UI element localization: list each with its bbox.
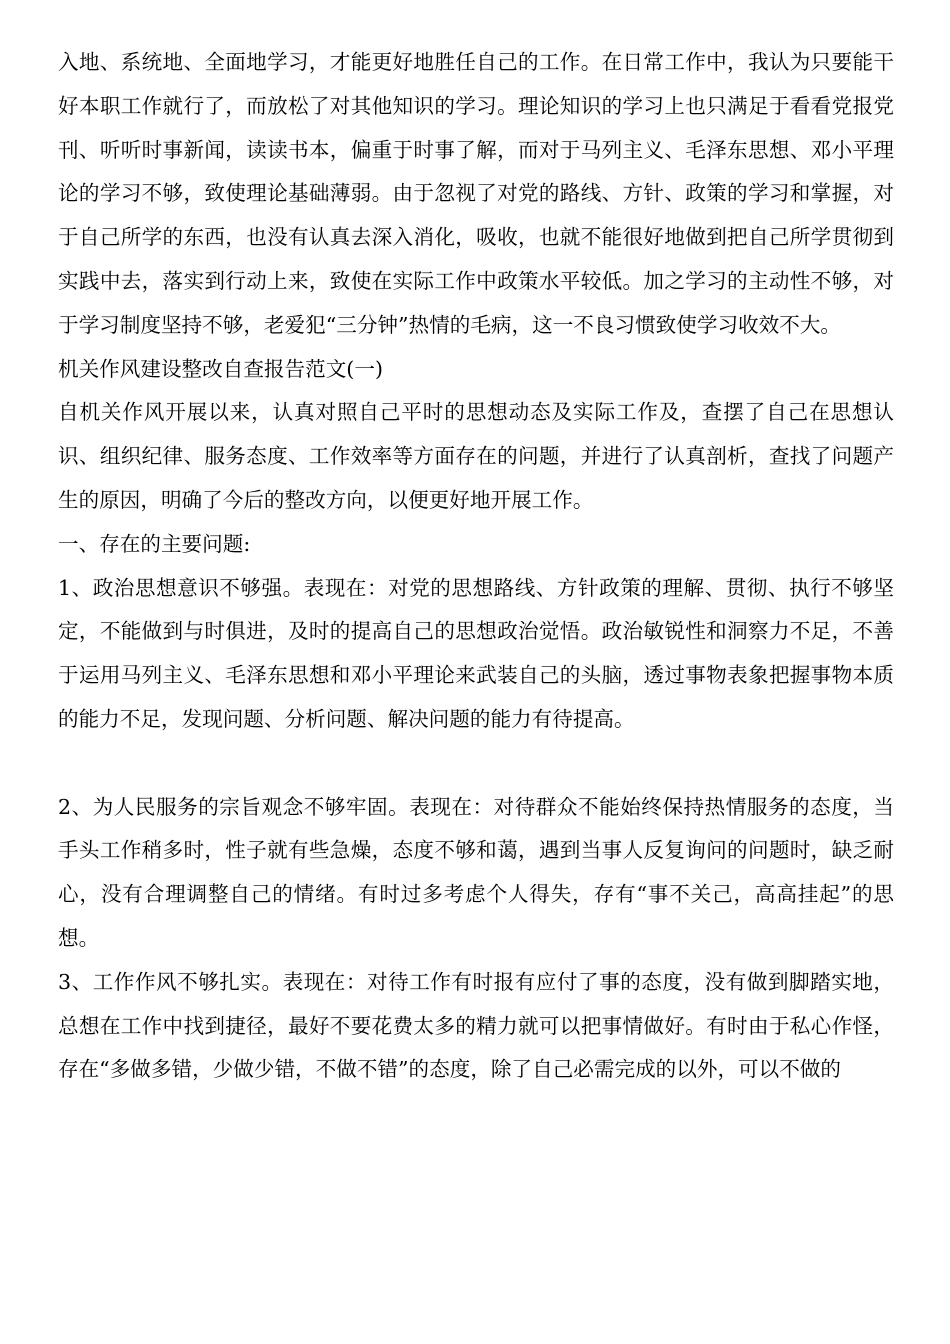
paragraph-study: 入地、系统地、全面地学习，才能更好地胜任自己的工作。在日常工作中，我认为只要能干好本职工作就行了，而放松了对其他知识的学习。理论知识的学习上也只满足于看看党报党刊、听听时事新闻，读读书本，偏重于时事了解，而对于马列主义、毛泽东思想、邓小平理论的学习不够，致使理论基础薄弱。由于忽视了对党的路线、方针、政策的学习和掌握，对于自己所学的东西，也没有认真去深入消化，吸收，也就不能很好地做到把自己所学贯彻到实践中去，落实到行动上来，致使在实际工作中政策水平较低。加之学习的主动性不够，对于学习制度坚持不够，老爱犯“三分钟”热情的毛病，这一不良习惯致使学习收效不大。 xyxy=(58,50,894,337)
paragraph-intro: 自机关作风开展以来，认真对照自己平时的思想动态及实际工作及，查摆了自己在思想认识、组织纪律、服务态度、工作效率等方面存在的问题，并进行了认真剖析，查找了问题产生的原因，明确了今后的整改方向，以便更好地开展工作。 xyxy=(58,400,894,512)
paragraph-item-1: 1、政治思想意识不够强。表现在：对党的思想路线、方针政策的理解、贯彻、执行不够坚定，不能做到与时俱进，及时的提高自己的思想政治觉悟。政治敏锐性和洞察力不足，不善于运用马列主义、毛泽东思想和邓小平理论来武装自己的头脑，透过事物表象把握事物本质的能力不足，发现问题、分析问题、解决问题的能力有待提高。 xyxy=(58,575,894,731)
paragraph-item-3: 3、工作作风不够扎实。表现在：对待工作有时报有应付了事的态度，没有做到脚踏实地，总想在工作中找到捷径，最好不要花费太多的精力就可以把事情做好。有时由于私心作怪，存在“多做多错，少做少错，不做不错”的态度，除了自己必需完成的以外，可以不做的 xyxy=(58,969,894,1082)
paragraph-item-2: 2、为人民服务的宗旨观念不够牢固。表现在：对待群众不能始终保持热情服务的态度，当手头工作稍多时，性子就有些急燥，态度不够和蔼，遇到当事人反复询问的问题时，缺乏耐心，没有合理调整自己的情绪。有时过多考虑个人得失，存有“事不关己，高高挂起”的思想。 xyxy=(58,794,894,950)
document-page xyxy=(58,41,894,1092)
blank-line xyxy=(58,742,894,786)
section-title: 机关作风建设整改自查报告范文(一) xyxy=(58,356,383,381)
heading-main-problems: 一、存在的主要问题: xyxy=(58,531,251,556)
